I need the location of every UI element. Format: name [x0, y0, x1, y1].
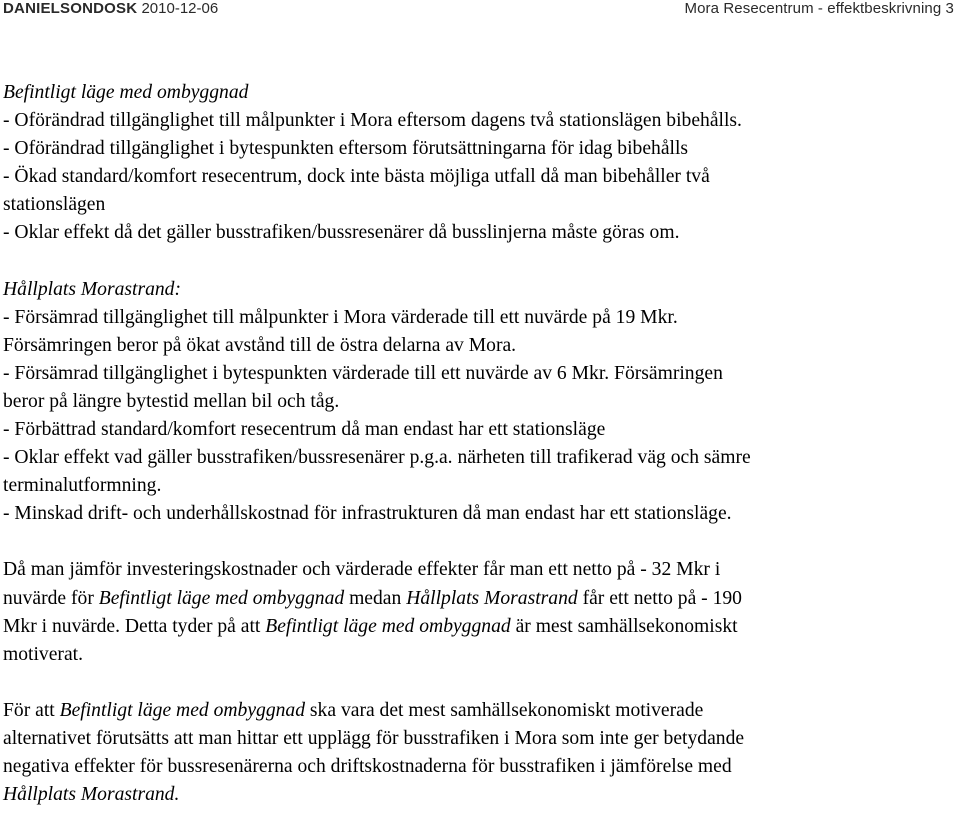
body-line: - Ökad standard/komfort resecentrum, dock inte bästa möjliga utfall då man bibehåller två: [3, 166, 710, 188]
body-line: - Förbättrad standard/komfort resecentrum då man endast har ett stationsläge: [3, 419, 606, 441]
header-date: 2010-12-06: [141, 0, 219, 17]
conclusion-line: Mkr i nuvärde. Detta tyder på att Befintligt läge med ombyggnad är mest samhällsekonomiskt: [3, 615, 738, 637]
body-line: Försämringen beror på ökat avstånd till de östra delarna av Mora.: [3, 334, 517, 356]
paragraph-gap: [3, 528, 953, 556]
closing-line: alternativet förutsätts att man hittar ett upplägg för busstrafiken i Mora som inte ger betydande: [3, 727, 745, 749]
body-line: - Oklar effekt då det gäller busstrafiken/bussresenärer då busslinjerna måste göras om.: [3, 222, 680, 244]
document-body: [3, 79, 953, 809]
header-left: [3, 0, 218, 17]
body-line: - Försämrad tillgänglighet i bytespunkten värderade till ett nuvärde av 6 Mkr. Försämringen: [3, 362, 723, 384]
section-heading-morastrand: Hållplats Morastrand:: [3, 278, 181, 300]
closing-line: För att Befintligt läge med ombyggnad ska vara det mest samhällsekonomiskt motiverade: [3, 699, 704, 721]
paragraph-gap: [3, 669, 953, 697]
body-line: beror på längre bytestid mellan bil och tåg.: [3, 390, 340, 412]
body-line: terminalutformning.: [3, 475, 162, 497]
paragraph-gap: [3, 248, 953, 276]
closing-line: Hållplats Morastrand.: [3, 784, 180, 806]
header-author: DANIELSONDOSK: [3, 0, 138, 17]
body-line: - Försämrad tillgänglighet till målpunkter i Mora värderade till ett nuvärde på 19 Mkr.: [3, 306, 678, 328]
section-heading-befintligt: Befintligt läge med ombyggnad: [3, 82, 249, 103]
body-line: - Oförändrad tillgänglighet till målpunkter i Mora eftersom dagens två stationslägen bibehålls.: [3, 110, 742, 132]
body-line: - Minskad drift- och underhållskostnad för infrastrukturen då man endast har ett stationsläge.: [3, 503, 732, 525]
conclusion-line: Då man jämför investeringskostnader och värderade effekter får man ett netto på - 32 Mkr i: [3, 559, 721, 581]
conclusion-line: nuvärde för Befintligt läge med ombyggnad medan Hållplats Morastrand får ett netto på - 190: [3, 587, 742, 609]
body-line: - Oklar effekt vad gäller busstrafiken/bussresenärer p.g.a. närheten till trafikerad väg och sämre: [3, 447, 751, 469]
body-line: - Oförändrad tillgänglighet i bytespunkten eftersom förutsättningarna för idag bibehålls: [3, 138, 689, 160]
conclusion-line: motiverat.: [3, 643, 83, 665]
page-header: [0, 0, 960, 22]
header-doc-title: Mora Resecentrum - effektbeskrivning 3: [684, 0, 954, 17]
body-line: stationslägen: [3, 194, 106, 216]
closing-line: negativa effekter för bussresenärerna och driftskostnaderna för busstrafiken i jämförelse med: [3, 755, 732, 777]
